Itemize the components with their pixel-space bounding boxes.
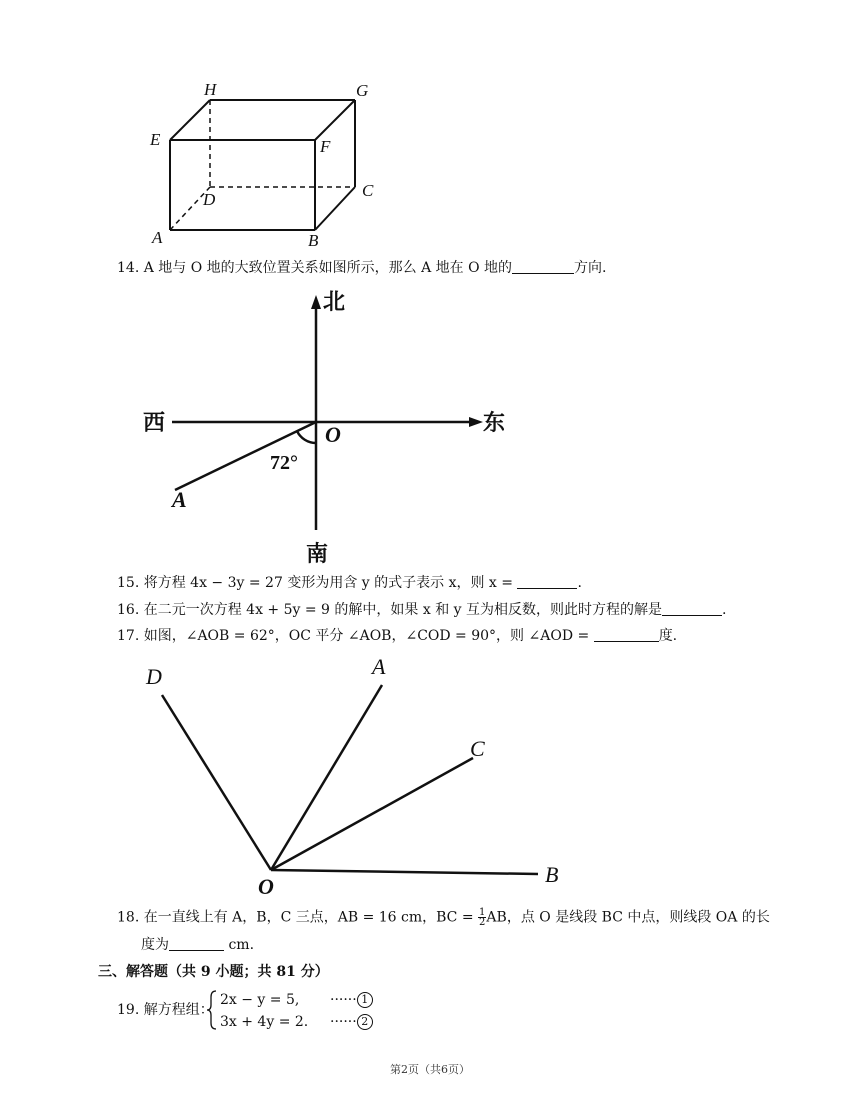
question-text: A 地与 O 地的大致位置关系如图所示，那么 A 地在 O 地的 bbox=[143, 260, 513, 276]
circled-number: 1 bbox=[357, 992, 373, 1008]
east-arrow-icon bbox=[469, 417, 483, 427]
system-brace bbox=[206, 989, 218, 1031]
question-19 bbox=[117, 1001, 214, 1019]
question-18-line2 bbox=[141, 936, 254, 954]
question-text-end: . bbox=[577, 575, 582, 591]
north-arrow-icon bbox=[311, 295, 321, 309]
compass-figure bbox=[140, 285, 520, 570]
label-o: O bbox=[258, 874, 274, 899]
question-15 bbox=[117, 574, 582, 592]
fraction-numerator: 1 bbox=[479, 907, 486, 918]
label-point-a: A bbox=[172, 487, 187, 512]
question-text: 如图，∠AOB = 62°，OC 平分 ∠AOB，∠COD = 90°，则 ∠AOD = bbox=[143, 628, 590, 644]
cuboid-figure bbox=[140, 75, 380, 255]
equation-1-marker bbox=[330, 991, 373, 1009]
circled-number: 2 bbox=[357, 1014, 373, 1030]
vertex-label-e: E bbox=[150, 130, 161, 149]
answer-blank[interactable] bbox=[662, 601, 722, 616]
vertex-label-f: F bbox=[320, 137, 331, 156]
page-footer: 第2页（共6页） bbox=[390, 1063, 470, 1076]
label-north: 北 bbox=[323, 289, 346, 314]
label-angle: 72° bbox=[270, 452, 298, 474]
question-17 bbox=[117, 627, 677, 645]
answer-blank[interactable] bbox=[517, 574, 577, 589]
question-text: 将方程 4x − 3y = 27 变形为用含 y 的式子表示 x，则 x = bbox=[143, 575, 513, 591]
vertex-label-b: B bbox=[308, 231, 319, 250]
equation-2 bbox=[220, 1013, 308, 1031]
answer-blank[interactable] bbox=[594, 627, 659, 642]
question-number: 18. bbox=[117, 909, 140, 926]
question-18 bbox=[117, 908, 770, 927]
vertex-label-g: G bbox=[356, 81, 369, 100]
answer-blank[interactable] bbox=[169, 936, 224, 951]
question-number: 19. bbox=[117, 1002, 140, 1018]
question-14 bbox=[117, 259, 607, 277]
question-text-end: 度. bbox=[658, 628, 678, 644]
label-origin: O bbox=[325, 422, 341, 447]
question-text-cont: AB，点 O 是线段 BC 中点，则线段 OA 的长 bbox=[486, 909, 770, 926]
question-text-end: . bbox=[722, 602, 727, 618]
answer-blank[interactable] bbox=[512, 259, 574, 274]
question-text: 在二元一次方程 4x + 5y = 9 的解中，如果 x 和 y 互为相反数，则此时方程的解是 bbox=[143, 602, 663, 618]
question-text: 度为 bbox=[141, 937, 169, 953]
dots: ······ bbox=[330, 1014, 357, 1030]
dots: ······ bbox=[330, 992, 357, 1008]
label-c: C bbox=[470, 736, 485, 761]
fraction-denominator: 2 bbox=[479, 917, 486, 928]
question-16 bbox=[117, 601, 726, 619]
vertex-label-a: A bbox=[152, 228, 163, 247]
question-number: 16. bbox=[117, 602, 140, 618]
section-title: 三、解答题（共 9 小题；共 81 分） bbox=[98, 964, 329, 980]
vertex-label-c: C bbox=[362, 181, 374, 200]
question-unit: cm. bbox=[228, 937, 255, 953]
vertex-label-h: H bbox=[204, 80, 217, 99]
equation-text: 3x + 4y = 2. bbox=[220, 1014, 309, 1030]
equation-text: 2x − y = 5, bbox=[220, 992, 300, 1008]
angle-figure bbox=[140, 650, 580, 900]
equation-1 bbox=[220, 991, 299, 1009]
question-text: 在一直线上有 A，B，C 三点，AB = 16 cm，BC = bbox=[143, 909, 474, 926]
label-east: 东 bbox=[483, 410, 506, 435]
question-number: 15. bbox=[117, 575, 140, 591]
equation-2-marker bbox=[330, 1013, 373, 1031]
question-number: 17. bbox=[117, 628, 140, 644]
label-south: 南 bbox=[306, 541, 329, 566]
question-label: 解方程组： bbox=[143, 1002, 214, 1018]
vertex-label-d: D bbox=[203, 190, 216, 209]
label-b: B bbox=[545, 862, 559, 887]
label-west: 西 bbox=[143, 410, 166, 435]
label-d: D bbox=[146, 664, 162, 689]
question-text-end: 方向. bbox=[574, 260, 607, 276]
label-a: A bbox=[372, 654, 386, 679]
question-number: 14. bbox=[117, 260, 140, 276]
